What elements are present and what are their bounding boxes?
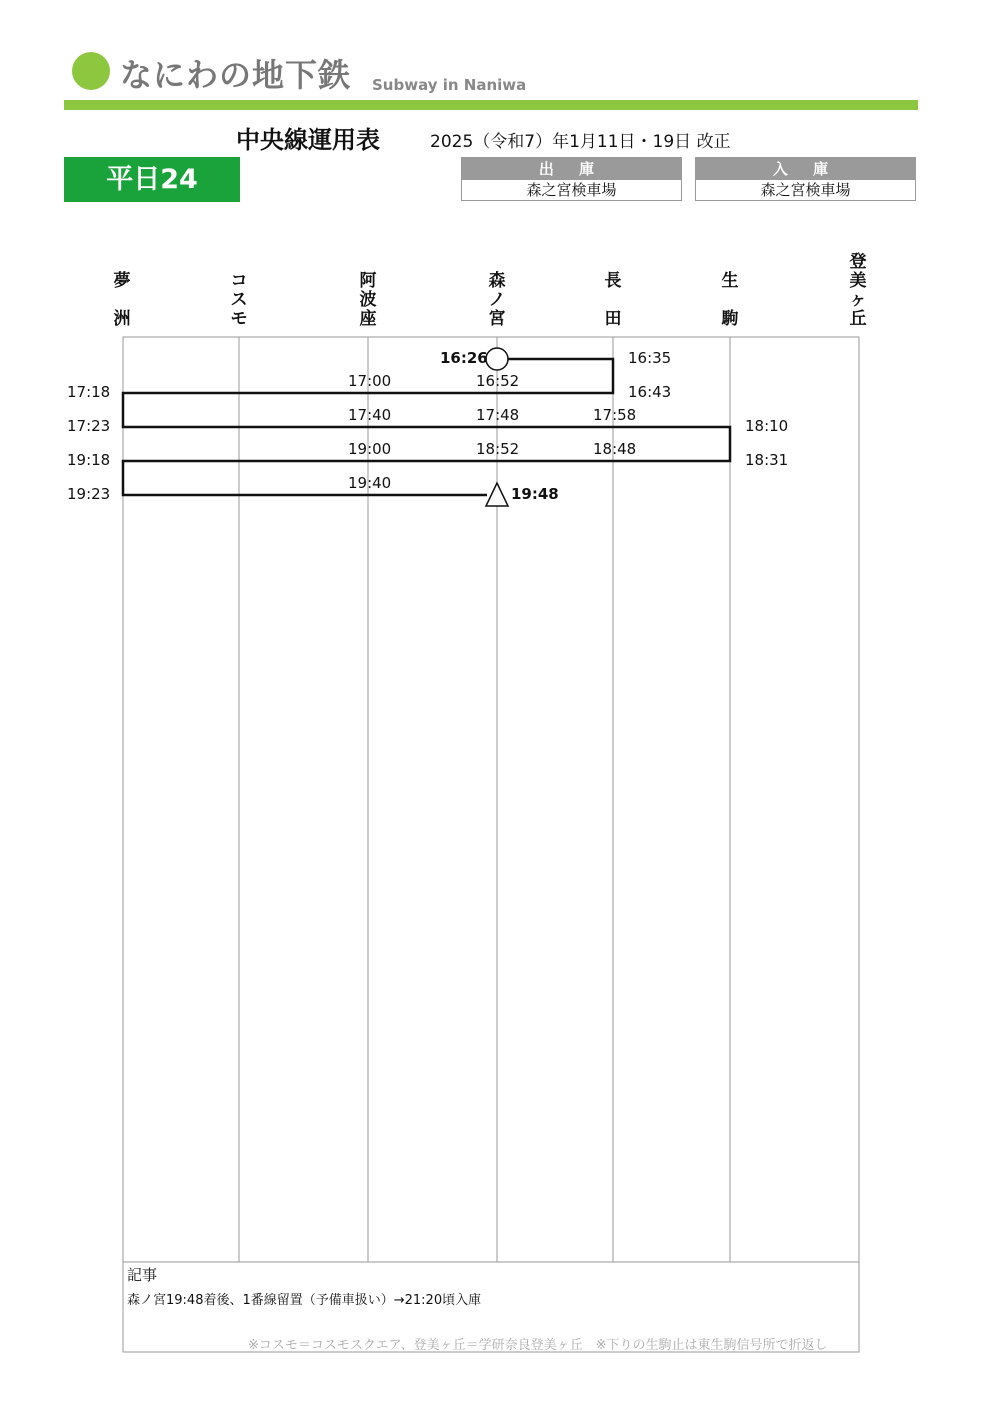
- brand-name: なにわの地下鉄: [120, 56, 352, 94]
- station-tomigaoka: 登 美 ヶ 丘: [849, 252, 867, 329]
- end-triangle-icon: [486, 483, 508, 506]
- start-circle-icon: [486, 348, 508, 370]
- time-label: 17:23: [67, 417, 111, 435]
- train-route-line: [123, 359, 730, 495]
- time-label: 18:31: [745, 451, 789, 469]
- depart-depot-value: 森之宮検車場: [526, 181, 617, 199]
- station-ikoma: 生 駒: [721, 271, 739, 329]
- return-depot-label: 入 庫: [696, 158, 915, 180]
- time-label: 17:48: [476, 406, 520, 424]
- station-nagata: 長 田: [604, 271, 622, 329]
- brand-tagline: Subway in Naniwa: [372, 76, 527, 94]
- time-label: 18:48: [593, 440, 637, 458]
- time-label: 18:52: [476, 440, 520, 458]
- station-cosmo: コ ス モ: [230, 271, 248, 329]
- diagram-number-badge: 平日24: [64, 157, 240, 202]
- grid-frame: [123, 337, 859, 1352]
- revision-date: 2025（令和7）年1月11日・19日 改正: [430, 132, 731, 152]
- time-label: 18:10: [745, 417, 789, 435]
- time-label: 19:40: [348, 474, 392, 492]
- time-end: 19:48: [511, 485, 559, 503]
- page-title: 中央線運用表: [236, 126, 380, 154]
- time-label: 16:35: [628, 349, 672, 367]
- station-awaza: 阿 波 座: [359, 271, 377, 329]
- notes-label: 記事: [127, 1266, 158, 1284]
- time-label: 17:40: [348, 406, 392, 424]
- footnote: ※コスモ＝コスモスクエア、登美ヶ丘＝学研奈良登美ヶ丘 ※下りの生駒止は東生駒信号所で折返し: [248, 1338, 828, 1353]
- notes-text: 森ノ宮19:48着後、1番線留置（予備車扱い）→21:20頃入庫: [127, 1293, 482, 1308]
- time-label: 19:23: [67, 485, 111, 503]
- station-yumeshima: 夢 洲: [113, 271, 131, 329]
- time-label: 19:00: [348, 440, 392, 458]
- depart-depot-label: 出 庫: [462, 158, 681, 180]
- station-morinomiya: 森 ノ 宮: [488, 271, 506, 329]
- time-label: 16:52: [476, 372, 520, 390]
- time-label: 19:18: [67, 451, 111, 469]
- time-label: 16:43: [628, 383, 672, 401]
- time-start: 16:26: [440, 349, 488, 367]
- return-depot-value: 森之宮検車場: [760, 181, 851, 199]
- time-label: 17:00: [348, 372, 392, 390]
- time-label: 17:58: [593, 406, 637, 424]
- time-label: 17:18: [67, 383, 111, 401]
